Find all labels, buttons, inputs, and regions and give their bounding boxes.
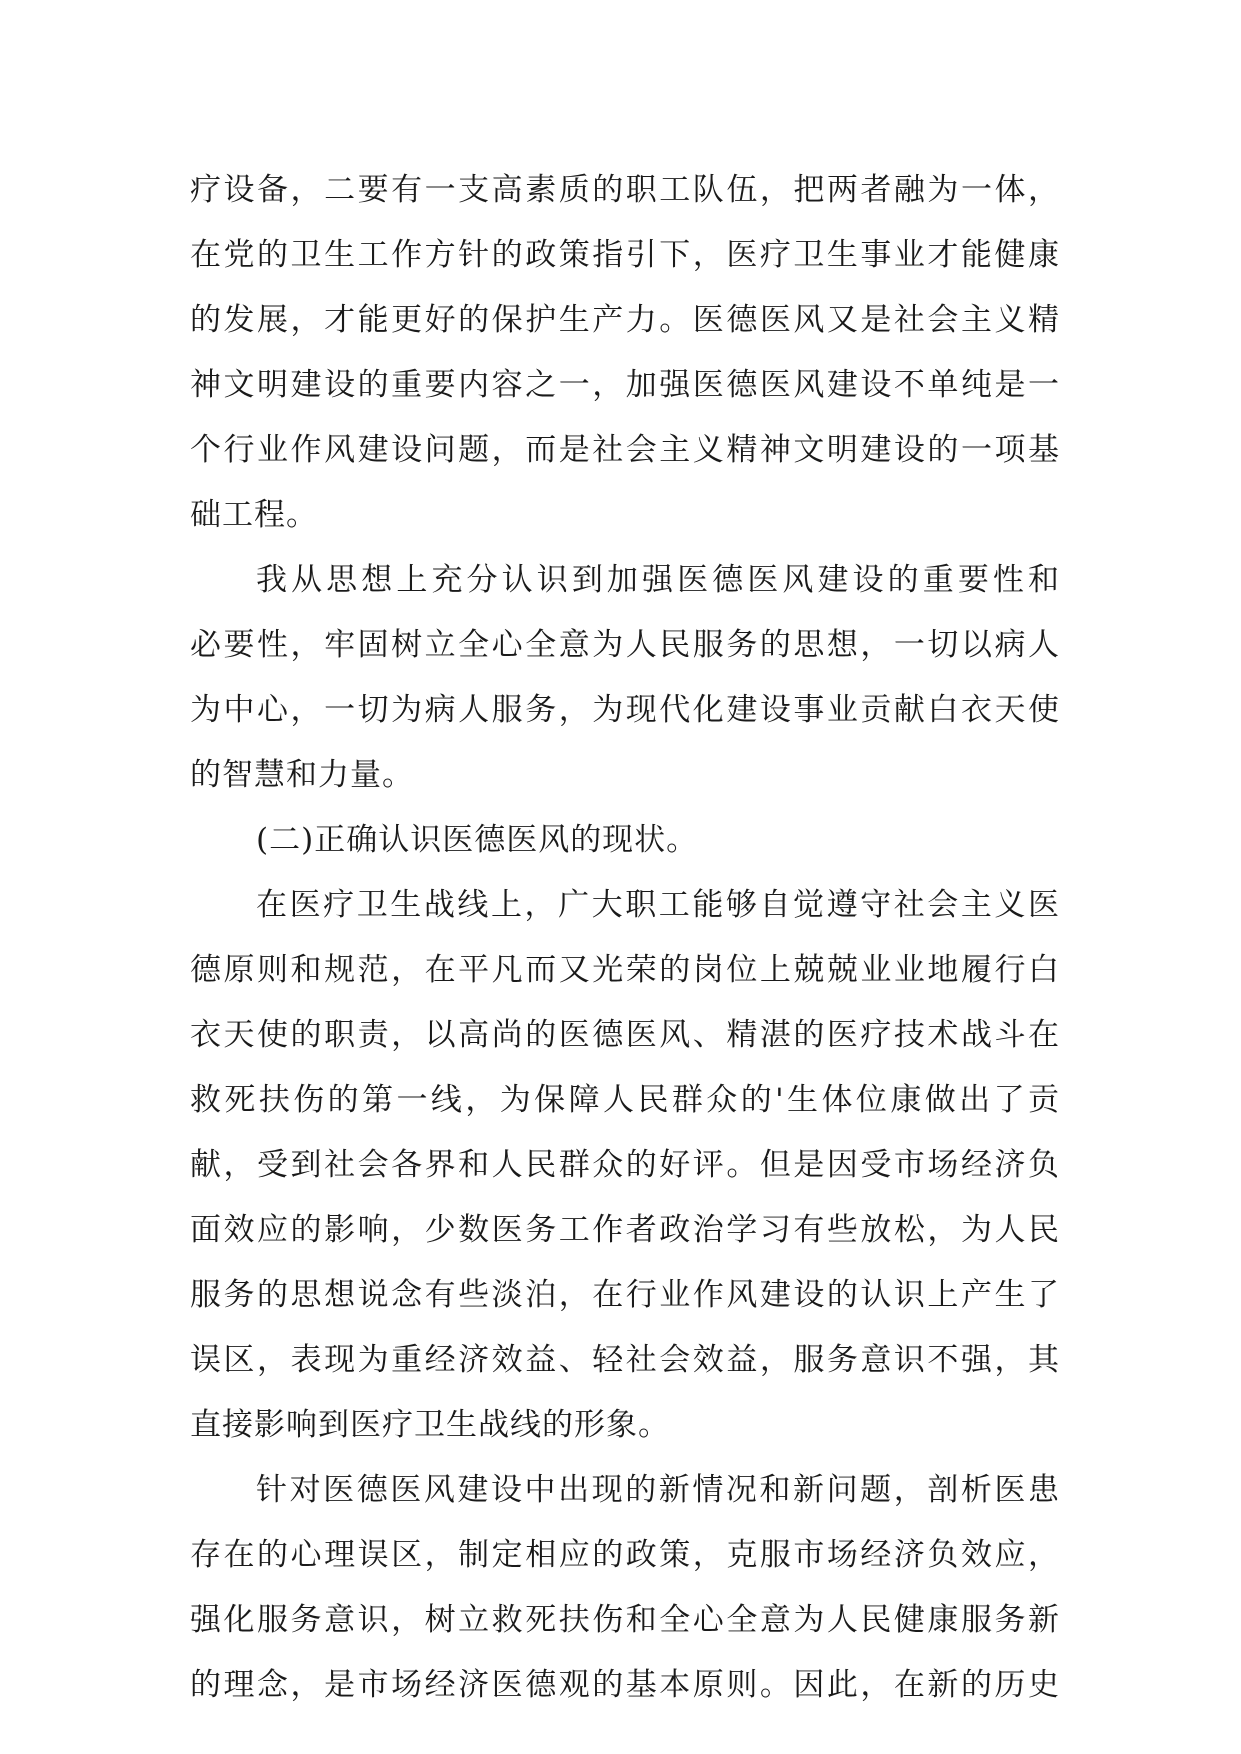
text-line: 直接影响到医疗卫生战线的形象。 [190,1407,670,1443]
text-line: 服务的思想说念有些淡泊，在行业作风建设的认识上产生了 [190,1277,1060,1313]
text-line: 的智慧和力量。 [190,757,414,793]
text-line: 为中心，一切为病人服务，为现代化建设事业贡献白衣天使 [190,692,1060,728]
text-line: 神文明建设的重要内容之一，加强医德医风建设不单纯是一 [190,367,1060,403]
body-text [190,158,1060,1718]
text-line: (二)正确认识医德医风的现状。 [256,822,699,858]
text-line: 在医疗卫生战线上，广大职工能够自觉遵守社会主义医 [256,887,1060,923]
text-line: 在党的卫生工作方针的政策指引下，医疗卫生事业才能健康 [190,237,1060,273]
text-line: 强化服务意识，树立救死扶伤和全心全意为人民健康服务新 [190,1602,1060,1638]
text-line: 德原则和规范，在平凡而又光荣的岗位上兢兢业业地履行白 [190,952,1060,988]
text-line: 救死扶伤的第一线，为保障人民群众的'生体位康做出了贡 [190,1082,1060,1118]
text-line: 疗设备，二要有一支高素质的职工队伍，把两者融为一体， [190,172,1060,208]
text-line: 面效应的影响，少数医务工作者政治学习有些放松，为人民 [190,1212,1060,1248]
text-line: 的发展，才能更好的保护生产力。医德医风又是社会主义精 [190,302,1060,338]
text-line: 我从思想上充分认识到加强医德医风建设的重要性和 [256,562,1060,598]
text-line: 存在的心理误区，制定相应的政策，克服市场经济负效应， [190,1537,1060,1573]
text-line: 针对医德医风建设中出现的新情况和新问题，剖析医患 [256,1472,1060,1508]
text-line: 误区，表现为重经济效益、轻社会效益，服务意识不强，其 [190,1342,1060,1378]
text-line: 必要性，牢固树立全心全意为人民服务的思想，一切以病人 [190,627,1060,663]
text-line: 衣天使的职责，以高尚的医德医风、精湛的医疗技术战斗在 [190,1017,1060,1053]
text-line: 个行业作风建设问题，而是社会主义精神文明建设的一项基 [190,432,1060,468]
text-line: 的理念，是市场经济医德观的基本原则。因此，在新的历史 [190,1667,1060,1703]
text-line: 础工程。 [190,497,318,533]
text-line: 献，受到社会各界和人民群众的好评。但是因受市场经济负 [190,1147,1060,1183]
